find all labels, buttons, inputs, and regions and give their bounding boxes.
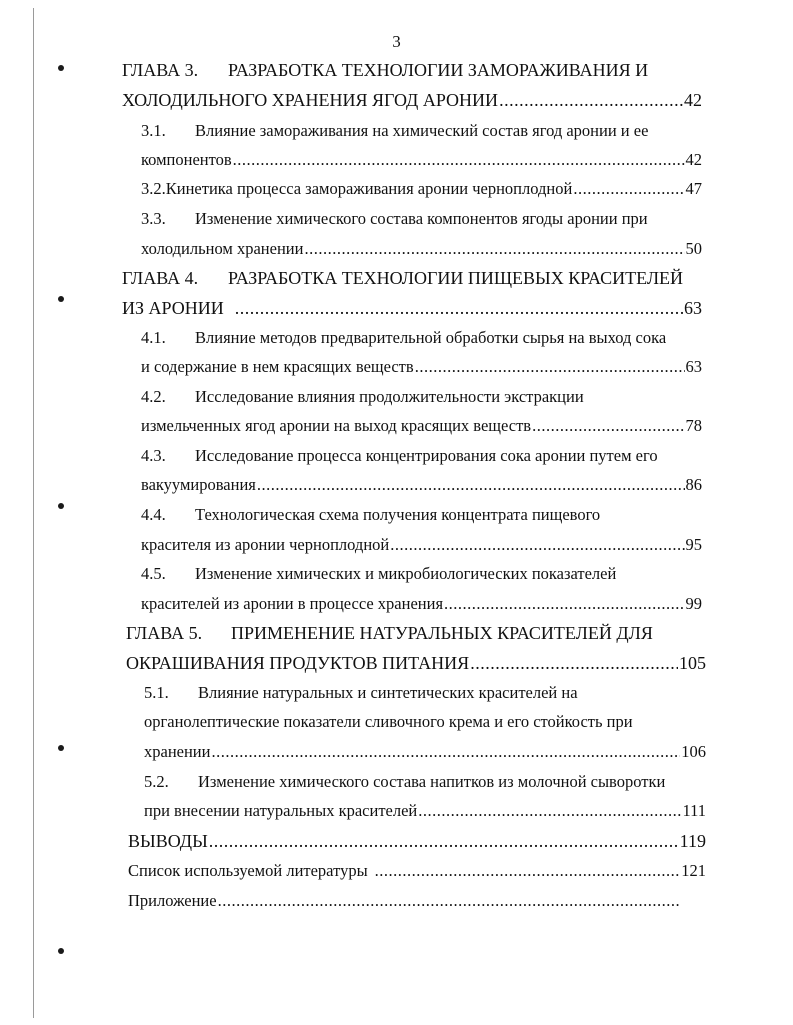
toc-section-number: 3.2. [141, 179, 166, 198]
toc-section-number: 3.1. [141, 121, 166, 140]
toc-section-title: Влияние методов предварительной обработки сырья на выход сока [195, 328, 667, 347]
toc-chapter-number: ГЛАВА 4. [122, 268, 199, 288]
toc-leader-dots [257, 473, 685, 497]
toc-conclusions-title: ВЫВОДЫ [128, 831, 208, 851]
toc-chapter-title-cont: ИЗ АРОНИИ [122, 298, 224, 318]
toc-section-title-cont: холодильном хранении [141, 239, 304, 258]
toc-references-entry [128, 859, 706, 883]
toc-section-title: Влияние натуральных и синтетических красителей на [198, 683, 578, 702]
toc-page-number: 78 [685, 416, 702, 435]
toc-chapter-4-heading [122, 266, 702, 290]
toc-chapter-title-cont: ХОЛОДИЛЬНОГО ХРАНЕНИЯ ЯГОД АРОНИИ [122, 90, 499, 110]
toc-leader-dots [418, 799, 681, 823]
toc-page-number: 111 [682, 801, 706, 820]
toc-section-title-cont: красителя из аронии черноплодной [141, 535, 390, 554]
toc-section-4-5-heading [141, 562, 702, 586]
toc-section-4-2-entry [141, 414, 702, 438]
toc-page-number: 99 [685, 594, 702, 613]
toc-section-title: Изменение химического состава компонентов ягоды аронии при [195, 209, 648, 228]
toc-leader-dots [415, 355, 685, 379]
toc-page-number: 105 [679, 653, 706, 673]
toc-chapter-5-entry [126, 651, 706, 675]
toc-appendix-entry [128, 889, 682, 913]
toc-section-4-1-entry [141, 355, 702, 379]
toc-section-4-3-entry [141, 473, 702, 497]
toc-page-number: 106 [681, 742, 706, 761]
toc-section-title-cont: красителей из аронии в процессе хранения [141, 594, 444, 613]
toc-leader-dots [209, 829, 679, 853]
toc-section-title: Исследование влияния продолжительности экстракции [195, 387, 584, 406]
toc-page-number: 63 [685, 357, 702, 376]
toc-section-title: Исследование процесса концентрирования сока аронии путем его [195, 446, 658, 465]
toc-page-number: 121 [681, 861, 706, 880]
toc-section-title-cont: и содержание в нем красящих веществ [141, 357, 414, 376]
toc-page-number: 86 [685, 475, 702, 494]
toc-leader-dots [211, 740, 680, 764]
toc-section-number: 4.5. [141, 564, 166, 583]
toc-page-number: 50 [685, 239, 702, 258]
toc-chapter-number: ГЛАВА 5. [126, 623, 203, 643]
toc-section-3-1-heading [141, 119, 702, 143]
punch-hole-mark [58, 948, 64, 954]
toc-page-number: 119 [679, 831, 706, 851]
toc-section-number: 4.3. [141, 446, 166, 465]
toc-section-title: Кинетика процесса замораживания аронии черноплодной [165, 179, 573, 198]
toc-chapter-title: РАЗРАБОТКА ТЕХНОЛОГИИ ПИЩЕВЫХ КРАСИТЕЛЕЙ [228, 268, 684, 288]
toc-section-4-2-heading [141, 385, 702, 409]
toc-section-number: 5.2. [144, 772, 169, 791]
toc-leader-dots [470, 651, 678, 675]
toc-chapter-4-entry [122, 296, 702, 320]
toc-section-title-cont: органолептические показатели сливочного крема и его стойкость при [144, 712, 633, 731]
toc-section-title: Влияние замораживания на химический состав ягод аронии и ее [195, 121, 649, 140]
toc-page-number: 47 [685, 179, 702, 198]
punch-hole-mark [58, 296, 64, 302]
toc-leader-dots [375, 859, 681, 883]
toc-section-4-3-heading [141, 444, 702, 468]
toc-section-5-2-heading [144, 770, 706, 794]
toc-section-number: 5.1. [144, 683, 169, 702]
toc-section-number: 4.4. [141, 505, 166, 524]
toc-section-title: Технологическая схема получения концентрата пищевого [195, 505, 601, 524]
toc-leader-dots [532, 414, 684, 438]
toc-section-title-cont: вакуумирования [141, 475, 256, 494]
toc-section-title: Изменение химических и микробиологических показателей [195, 564, 617, 583]
toc-section-4-1-heading [141, 326, 702, 350]
toc-leader-dots [235, 296, 683, 320]
toc-section-number: 3.3. [141, 209, 166, 228]
toc-section-5-1-entry [144, 740, 706, 764]
scan-margin-line [33, 8, 34, 1018]
toc-section-5-1-cont [144, 710, 706, 734]
toc-section-title-cont: измельченных ягод аронии на выход красящих веществ [141, 416, 532, 435]
toc-chapter-title: РАЗРАБОТКА ТЕХНОЛОГИИ ЗАМОРАЖИВАНИЯ И [228, 60, 649, 80]
toc-leader-dots [218, 889, 681, 913]
toc-section-title-cont: при внесении натуральных красителей [144, 801, 418, 820]
toc-chapter-title: ПРИМЕНЕНИЕ НАТУРАЛЬНЫХ КРАСИТЕЛЕЙ ДЛЯ [231, 623, 653, 643]
toc-section-3-2-entry [141, 177, 702, 201]
toc-section-4-5-entry [141, 592, 702, 616]
toc-section-3-1-entry [141, 148, 702, 172]
punch-hole-mark [58, 745, 64, 751]
punch-hole-mark [58, 503, 64, 509]
toc-leader-dots [390, 533, 684, 557]
toc-chapter-title-cont: ОКРАШИВАНИЯ ПРОДУКТОВ ПИТАНИЯ [126, 653, 470, 673]
toc-leader-dots [304, 237, 684, 261]
toc-chapter-number: ГЛАВА 3. [122, 60, 199, 80]
toc-leader-dots [233, 148, 685, 172]
toc-section-title: Изменение химического состава напитков из молочной сыворотки [198, 772, 666, 791]
toc-leader-dots [499, 88, 683, 112]
toc-section-4-4-entry [141, 533, 702, 557]
toc-section-3-3-heading [141, 207, 702, 231]
toc-section-4-4-heading [141, 503, 702, 527]
toc-section-3-3-entry [141, 237, 702, 261]
toc-page-number: 95 [685, 535, 702, 554]
toc-conclusions-entry [128, 829, 706, 853]
toc-leader-dots [573, 177, 684, 201]
punch-hole-mark [58, 65, 64, 71]
toc-section-number: 4.2. [141, 387, 166, 406]
toc-section-5-1-heading [144, 681, 706, 705]
toc-page-number: 63 [684, 298, 702, 318]
toc-chapter-3-entry [122, 88, 702, 112]
toc-references-title: Список используемой литературы [128, 861, 368, 880]
toc-chapter-5-heading [126, 621, 706, 645]
toc-section-number: 4.1. [141, 328, 166, 347]
toc-leader-dots [444, 592, 684, 616]
toc-section-title-cont: хранении [144, 742, 211, 761]
toc-chapter-3-heading [122, 58, 702, 82]
toc-section-title-cont: компонентов [141, 150, 232, 169]
toc-section-5-2-entry [144, 799, 706, 823]
toc-page-number: 42 [684, 90, 702, 110]
page-number: 3 [392, 32, 401, 51]
toc-appendix-title: Приложение [128, 891, 217, 910]
toc-page-number: 42 [685, 150, 702, 169]
